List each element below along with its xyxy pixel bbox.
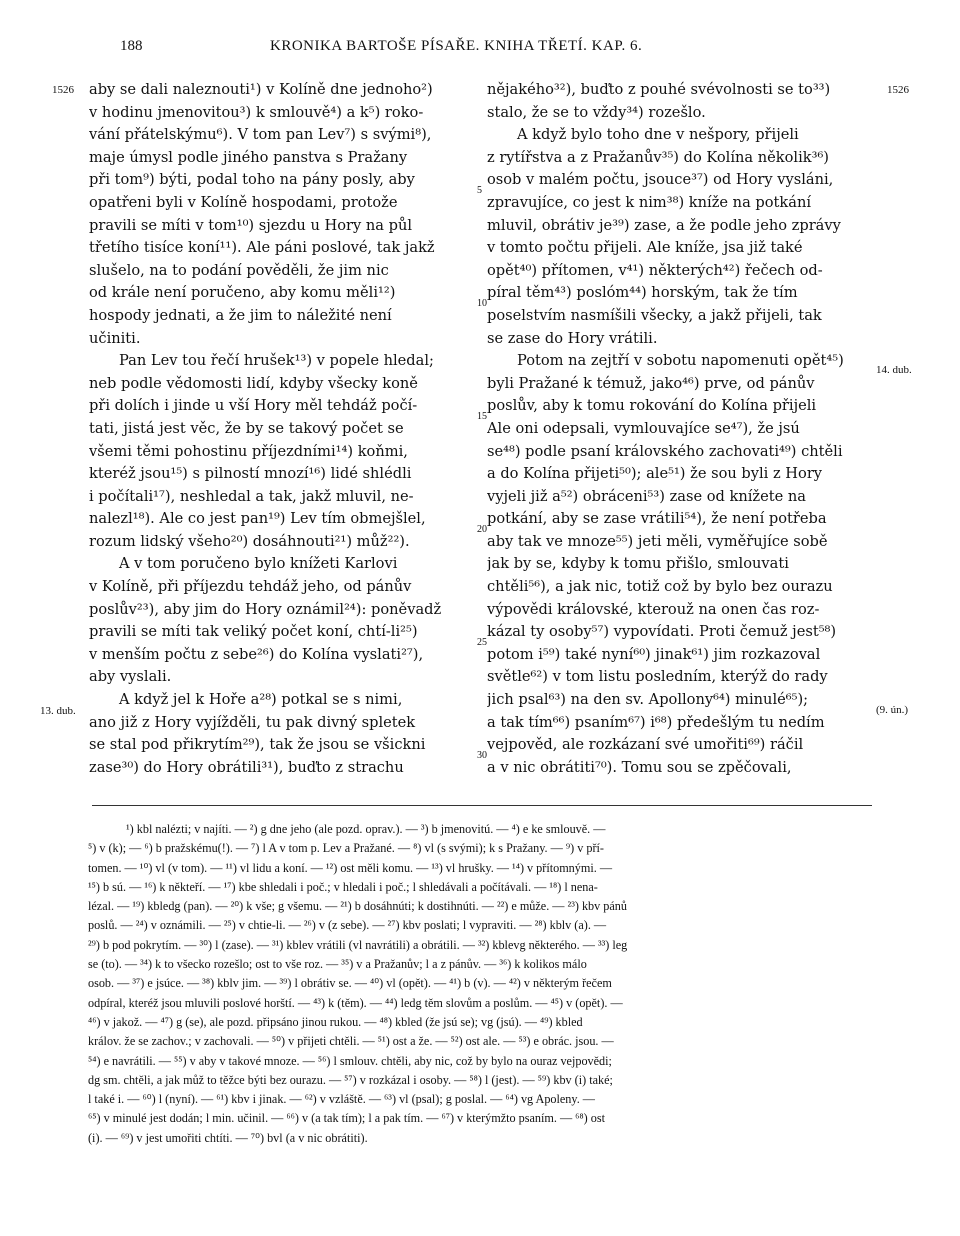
footnote-line: ⁴⁶) v jakož. — ⁴⁷) g (se), ale pozd. připsáno jinou rukou. — ⁴⁸) kbled (že jsú se); vg (jsú). — ⁴⁹) kbled bbox=[88, 1014, 583, 1029]
text-line: Potom na zejtří v sobotu napomenuti opět⁴⁵) bbox=[517, 352, 844, 370]
line-number: 15 bbox=[477, 411, 487, 422]
page-number: 188 bbox=[120, 38, 143, 54]
text-line: se⁴⁸) podle psaní královského zachovati⁴⁹) chtěli bbox=[487, 442, 843, 460]
footnote-line: ⁵) v (k); — ⁶) b pražskému(!). — ⁷) l A v tom p. Lev a Pražané. — ⁸) vl (s svými); k s Pražany. — ⁹) v pří- bbox=[88, 841, 604, 856]
text-line: hospody jednati, a že jim to náležité není bbox=[89, 306, 392, 324]
footnote-line: ²⁹) b pod pokrytím. — ³⁰) l (zase). — ³¹) kblev vrátili (vl navrátili) a obrátili. — ³²) kblevg některého. — ³³) leg bbox=[88, 937, 628, 952]
text-line: vání přátelskýmu⁶). V tom pan Lev⁷) s svými⁸), bbox=[89, 126, 432, 144]
text-line: všemi těmi pohostinu příjezdními¹⁴) koňmi, bbox=[89, 442, 408, 460]
footnote-line: osob. — ³⁷) e jsúce. — ³⁸) kblv jim. — ³⁹) l obrátiv se. — ⁴⁰) vl (opět). — ⁴¹) b (v). — ⁴²) v některým řečem bbox=[88, 976, 612, 991]
line-number: 10 bbox=[477, 298, 487, 309]
text-line: byli Pražané k témuž, jako⁴⁶) prve, od pánův bbox=[487, 374, 815, 392]
text-line: nějakého³²), buďto z pouhé svévolnosti se to³³) bbox=[487, 81, 831, 98]
footnotes bbox=[88, 820, 874, 1148]
text-line: světle⁶²) v tom listu posledním, kterýž do rady bbox=[487, 668, 828, 686]
line-number: 30 bbox=[477, 750, 487, 761]
footnote-line: l také i. — ⁶⁰) l (nyní). — ⁶¹) kbv i jinak. — ⁶²) v vzláště. — ⁶³) vl (psal); g poslal. — ⁶⁴) vg Apoleny. — bbox=[88, 1092, 595, 1107]
text-line: píral těm⁴³) poslóm⁴⁴) horským, tak že tím bbox=[487, 284, 798, 302]
text-line: rozum lidský všeho²⁰) dosáhnouti²¹) můž²²). bbox=[89, 532, 410, 550]
footnote-line: odpíral, kteréž jsou mluvili poslové horští. — ⁴³) k (těm). — ⁴⁴) ledg těm slovům a poslům. — ⁴⁵) v (opět). — bbox=[88, 995, 623, 1010]
line-number: 5 bbox=[477, 185, 482, 196]
margin-date-right-2: (9. ún.) bbox=[876, 704, 909, 716]
margin-year-left: 1526 bbox=[52, 84, 74, 96]
text-line: aby vyslali. bbox=[89, 668, 172, 686]
text-line: zase³⁰) do Hory obrátili³¹), buďto z strachu bbox=[89, 758, 404, 776]
text-line: v Kolíně, při příjezdu tehdáž jeho, od pánův bbox=[89, 578, 412, 596]
footnote-line: tomen. — ¹⁰) vl (v tom). — ¹¹) vl lidu a koní. — ¹²) ost měli komu. — ¹³) vl hrušky. — ¹⁴) v přítomnými. — bbox=[88, 860, 613, 875]
text-line: Ale oni odepsali, vymlouvajíce se⁴⁷), že jsú bbox=[487, 419, 800, 437]
text-line: v menším počtu z sebe²⁶) do Kolína vyslati²⁷), bbox=[89, 645, 424, 663]
text-line: se zase do Hory vrátili. bbox=[487, 329, 658, 347]
text-line: a do Kolína přijeti⁵⁰); ale⁵¹) že sou byli z Hory bbox=[487, 465, 823, 483]
footnote-line: ⁶⁵) v minulé jest dodán; l min. učinil. — ⁶⁶) v (a tak tím); l a pak tím. — ⁶⁷) v kterýmžto psaním. — ⁶⁸) ost bbox=[88, 1111, 606, 1126]
text-line: aby se dali naleznouti¹) v Kolíně dne jednoho²) bbox=[89, 81, 433, 98]
text-line: osob v malém počtu, jsouce³⁷) od Hory vysláni, bbox=[487, 171, 834, 189]
margin-date-right-1: 14. dub. bbox=[876, 364, 912, 376]
text-line: poslův, aby k tomu rokování do Kolína přijeli bbox=[487, 397, 817, 415]
page-header bbox=[120, 38, 900, 62]
text-line: se stal pod přikrytím²⁹), tak že jsou se všickni bbox=[89, 736, 426, 754]
running-head: KRONIKA BARTOŠE PÍSAŘE. KNIHA TŘETÍ. KAP. 6. bbox=[270, 38, 643, 54]
footnote-line: ⁵⁴) e navrátili. — ⁵⁵) v aby v takové mnoze. — ⁵⁶) l smlouv. chtěli, aby nic, což by bylo na ouraz vejpovědi; bbox=[88, 1053, 612, 1068]
text-line: jich psal⁶³) na den sv. Apollony⁶⁴) minulé⁶⁵); bbox=[487, 691, 809, 709]
footnote-rule bbox=[92, 805, 872, 806]
text-line: pravili se míti v tom¹⁰) sjezdu u Hory na půl bbox=[89, 216, 413, 234]
text-line: ano již z Hory vyjížděli, tu pak divný spletek bbox=[89, 713, 416, 731]
text-line: z rytířstva a z Pražanův³⁵) do Kolína několik³⁶) bbox=[487, 148, 829, 166]
text-line: mluvil, obrátiv je³⁹) zase, a že podle jeho zprávy bbox=[487, 216, 841, 234]
footnote-line: poslů. — ²⁴) v oznámili. — ²⁵) v chtie-li. — ²⁶) v (z sebe). — ²⁷) kbv poslati; l vypraviti. — ²⁸) kblv (a). — bbox=[88, 918, 607, 933]
text-line: opatřeni byli v Kolíně hospodami, protože bbox=[89, 193, 398, 211]
text-line: vejpověd, ale rozkázaní své umořiti⁶⁹) ráčil bbox=[487, 736, 804, 754]
text-line: pravili se míti tak veliký počet koní, chtí-li²⁵) bbox=[89, 623, 418, 641]
text-line: v hodinu jmenovitou³) k smlouvě⁴) a k⁵) roko- bbox=[89, 103, 424, 121]
text-line: při tom⁹) býti, podal toho na pány posly, aby bbox=[89, 171, 415, 189]
footnote-line: ¹) kbl nalézti; v najíti. — ²) g dne jeho (ale pozd. oprav.). — ³) b jmenovitú. — ⁴) e ke smlouvě. — bbox=[126, 822, 606, 836]
text-line: od krále není poručeno, aby komu měli¹²) bbox=[89, 284, 396, 302]
text-line: poselstvím nasmíšili všecky, a jakž přijeli, tak bbox=[487, 306, 822, 324]
footnote-line: se (to). — ³⁴) k to všecko rozešlo; ost to vše roz. — ³⁵) v a Pražanův; l a z pánův. — ³⁶) k kolikos málo bbox=[88, 957, 587, 972]
footnote-line: ¹⁵) b sú. — ¹⁶) k někteří. — ¹⁷) kbe shledali i poč.; v hledali i poč.; l shledávali a počítávali. — ¹⁸) l nena- bbox=[88, 879, 598, 894]
text-line: potkání, aby se zase vrátili⁵⁴), že není potřeba bbox=[487, 510, 827, 528]
left-column bbox=[89, 79, 472, 776]
text-line: kteréž jsou¹⁵) s pilností mnozí¹⁶) lidé shlédli bbox=[89, 465, 412, 483]
text-line: tati, jistá jest věc, že by se takový počet se bbox=[89, 419, 404, 437]
text-line: zpravujíce, co jest k nim³⁸) kníže na potkání bbox=[487, 193, 812, 211]
right-column bbox=[487, 79, 872, 776]
footnote-line: králov. že se zachov.; v zachovali. — ⁵⁰) v přijeti chtěli. — ⁵¹) ost a že. — ⁵²) ost ale. — ⁵³) e obrác. jsou. — bbox=[88, 1034, 614, 1049]
text-line: A v tom poručeno bylo knížeti Karlovi bbox=[119, 555, 398, 573]
text-line: chtěli⁵⁶), a jak nic, totiž což by bylo bez ourazu bbox=[487, 578, 833, 596]
margin-date-left: 13. dub. bbox=[40, 705, 76, 717]
text-line: slušelo, na to podání pověděli, že jim nic bbox=[89, 261, 389, 279]
footnote-line: lézal. — ¹⁹) kbledg (pan). — ²⁰) k vše; g všemu. — ²¹) b dosáhnúti; k dostihnúti. — ²²) e může. — ²³) kbv pánů bbox=[88, 899, 627, 914]
text-line: Pan Lev tou řečí hrušek¹³) v popele hledal; bbox=[119, 352, 434, 370]
text-line: poslův²³), aby jim do Hory oznámil²⁴): poněvadž bbox=[89, 600, 442, 618]
text-line: a v nic obrátiti⁷⁰). Tomu sou se zpěčovali, bbox=[487, 758, 792, 776]
text-line: A když bylo toho dne v nešpory, přijeli bbox=[517, 126, 799, 144]
text-line: vyjeli již a⁵²) obráceni⁵³) zase od knížete na bbox=[487, 487, 806, 505]
line-number: 20 bbox=[477, 524, 487, 535]
text-line: v tomto počtu přijeli. Ale kníže, jsa již také bbox=[487, 239, 803, 257]
text-line: opět⁴⁰) přítomen, v⁴¹) některých⁴²) řečech od- bbox=[487, 261, 823, 279]
text-line: aby tak ve mnoze⁵⁵) jeti měli, vyměřujíce sobě bbox=[487, 532, 828, 550]
footnote-line: dg sm. chtěli, a jak můž to těžce býti bez ourazu. — ⁵⁷) v rozkázal i osoby. — ⁵⁸) l (jest). — ⁵⁹) kbv (i) také; bbox=[88, 1072, 613, 1087]
text-line: potom i⁵⁹) také nyní⁶⁰) jinak⁶¹) jim rozkazoval bbox=[487, 645, 821, 663]
text-line: kázal ty osoby⁵⁷) vypovídati. Proti čemuž jest⁵⁸) bbox=[487, 623, 837, 641]
text-line: maje úmysl podle jiného panstva s Pražany bbox=[89, 148, 408, 166]
text-line: jak by se, kdyby k tomu přišlo, smlouvati bbox=[487, 555, 789, 573]
footnote-line: (i). — ⁶⁹) v jest umořiti chtíti. — ⁷⁰) bvl (a v nic obrátiti). bbox=[88, 1130, 368, 1145]
line-number: 25 bbox=[477, 637, 487, 648]
text-line: A když jel k Hoře a²⁸) potkal se s nimi, bbox=[119, 691, 403, 709]
text-line: výpovědi královské, kterouž na onen čas roz- bbox=[487, 600, 820, 618]
text-line: při dolích i jinde u vší Hory měl tehdáž počí- bbox=[89, 397, 418, 415]
text-line: nalezl¹⁸). Ale co jest pan¹⁹) Lev tím obmejšlel, bbox=[89, 510, 426, 528]
text-line: neb podle vědomosti lidí, kdyby všecky koně bbox=[89, 374, 418, 392]
text-line: a tak tím⁶⁶) psaním⁶⁷) i⁶⁸) předešlým tu nedím bbox=[487, 713, 825, 731]
margin-year-right: 1526 bbox=[887, 84, 909, 96]
text-line: učiniti. bbox=[89, 329, 141, 347]
text-line: i počítali¹⁷), neshledal a tak, jakž mluvil, ne- bbox=[89, 487, 414, 505]
text-line: stalo, že se to vždy³⁴) rozešlo. bbox=[487, 103, 706, 121]
text-line: třetího tisíce koní¹¹). Ale páni poslové, tak jakž bbox=[89, 239, 435, 257]
